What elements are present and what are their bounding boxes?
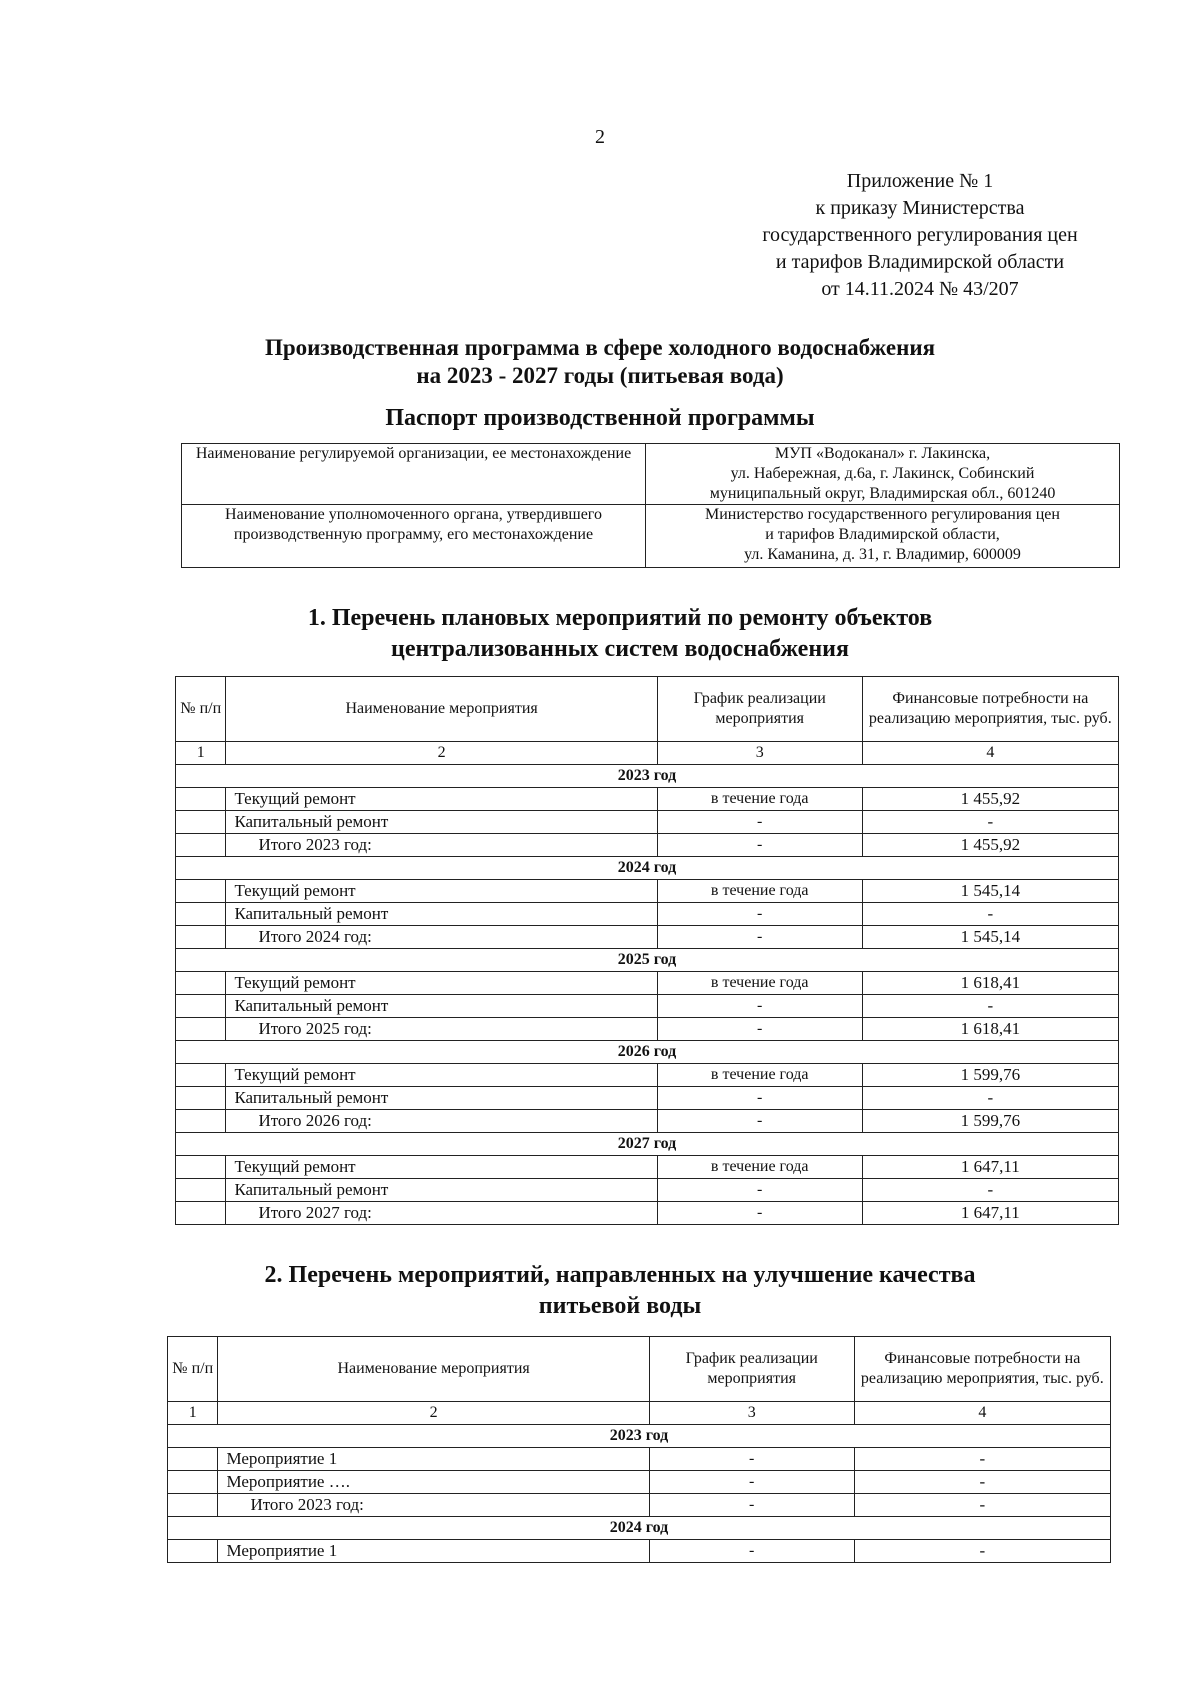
table-row (176, 995, 1119, 1018)
total-schedule: - (657, 1110, 862, 1133)
row-schedule: - (657, 1087, 862, 1110)
total-schedule: - (657, 1202, 862, 1225)
column-number: 4 (854, 1402, 1110, 1425)
table-row (176, 903, 1119, 926)
section1-title (20, 603, 1200, 665)
header-num: № п/п (176, 677, 226, 742)
row-name: Мероприятие 1 (218, 1448, 649, 1471)
table-row (176, 972, 1119, 995)
total-amount: 1 618,41 (862, 1018, 1118, 1041)
passport-table (181, 443, 1120, 568)
row-schedule: в течение года (657, 880, 862, 903)
row-name: Текущий ремонт (226, 1156, 657, 1179)
row-name: Мероприятие …. (218, 1471, 649, 1494)
column-number: 3 (657, 742, 862, 765)
row-name: Капитальный ремонт (226, 1179, 657, 1202)
header-schedule: График реализации мероприятия (657, 677, 862, 742)
year-row (176, 1041, 1119, 1064)
row-num (176, 1110, 226, 1133)
header-num: № п/п (168, 1337, 218, 1402)
passport-value-line: ул. Каманина, д. 31, г. Владимир, 600009 (744, 546, 1021, 563)
year-label: 2026 год (176, 1041, 1119, 1064)
column-number: 2 (218, 1402, 649, 1425)
table-header-row (176, 677, 1119, 742)
row-amount: - (862, 811, 1118, 834)
total-schedule: - (649, 1494, 854, 1517)
section2-title-line: питьевой воды (538, 1293, 702, 1319)
header-finance: Финансовые потребности на реализацию мероприятия, тыс. руб. (862, 677, 1118, 742)
document-title-line: Производственная программа в сфере холодного водоснабжения (264, 335, 936, 360)
row-name: Текущий ремонт (226, 1064, 657, 1087)
row-name: Капитальный ремонт (226, 811, 657, 834)
total-row (176, 1110, 1119, 1133)
total-amount: 1 545,14 (862, 926, 1118, 949)
row-num (168, 1471, 218, 1494)
total-name: Итого 2023 год: (218, 1494, 649, 1517)
year-label: 2023 год (176, 765, 1119, 788)
total-name: Итого 2024 год: (226, 926, 657, 949)
passport-value-line: и тарифов Владимирской области, (765, 526, 1000, 543)
row-name: Капитальный ремонт (226, 1087, 657, 1110)
appendix-line: Приложение № 1 (846, 170, 994, 192)
row-num (176, 834, 226, 857)
table-row (176, 1087, 1119, 1110)
total-amount: 1 455,92 (862, 834, 1118, 857)
passport-label: Наименование уполномоченного органа, утвердившего производственную программу, его местонахождение (182, 505, 646, 568)
appendix-line: и тарифов Владимирской области (775, 251, 1065, 273)
table-header-row (168, 1337, 1111, 1402)
row-amount: - (854, 1471, 1110, 1494)
row-schedule: - (657, 811, 862, 834)
year-row (168, 1517, 1111, 1540)
document-title (0, 334, 1200, 390)
row-num (176, 1179, 226, 1202)
total-row (168, 1494, 1111, 1517)
quality-plan-table (167, 1336, 1111, 1563)
total-amount: 1 647,11 (862, 1202, 1118, 1225)
document-title-line: на 2023 - 2027 годы (питьевая вода) (416, 363, 784, 388)
row-amount: - (862, 1179, 1118, 1202)
year-row (176, 857, 1119, 880)
passport-value-line: муниципальный округ, Владимирская обл., 601240 (709, 485, 1056, 502)
header-name: Наименование мероприятия (226, 677, 657, 742)
table-row (168, 1448, 1111, 1471)
passport-heading-text: Паспорт производственной программы (385, 405, 815, 431)
table-row (176, 1179, 1119, 1202)
total-name: Итого 2027 год: (226, 1202, 657, 1225)
row-amount: - (862, 903, 1118, 926)
passport-value-line: ул. Набережная, д.6а, г. Лакинск, Собинский (730, 465, 1035, 482)
row-num (176, 880, 226, 903)
row-name: Капитальный ремонт (226, 903, 657, 926)
header-name: Наименование мероприятия (218, 1337, 649, 1402)
column-number: 1 (176, 742, 226, 765)
total-schedule: - (657, 1018, 862, 1041)
passport-value-line: Министерство государственного регулирования цен (705, 506, 1060, 523)
row-name: Текущий ремонт (226, 972, 657, 995)
row-num (176, 1156, 226, 1179)
section2-title-line: 2. Перечень мероприятий, направленных на улучшение качества (264, 1262, 976, 1288)
appendix-block (720, 168, 1120, 303)
total-schedule: - (657, 834, 862, 857)
total-name: Итого 2025 год: (226, 1018, 657, 1041)
passport-value (646, 444, 1120, 505)
total-row (176, 926, 1119, 949)
row-num (176, 811, 226, 834)
table-row (168, 1540, 1111, 1563)
row-schedule: - (657, 903, 862, 926)
year-label: 2024 год (168, 1517, 1111, 1540)
year-row (168, 1425, 1111, 1448)
table-row (176, 1064, 1119, 1087)
year-row (176, 765, 1119, 788)
row-num (176, 1064, 226, 1087)
row-num (176, 972, 226, 995)
page-number: 2 (595, 126, 605, 148)
column-number: 2 (226, 742, 657, 765)
appendix-line: от 14.11.2024 № 43/207 (821, 278, 1019, 300)
row-amount: - (854, 1540, 1110, 1563)
row-amount: - (854, 1448, 1110, 1471)
row-num (176, 1018, 226, 1041)
row-amount: 1 545,14 (862, 880, 1118, 903)
section1-title-line: 1. Перечень плановых мероприятий по ремонту объектов (307, 605, 933, 631)
table-row (176, 811, 1119, 834)
column-number: 3 (649, 1402, 854, 1425)
row-schedule: - (649, 1471, 854, 1494)
appendix-line: государственного регулирования цен (762, 224, 1078, 246)
row-num (176, 788, 226, 811)
row-amount: 1 618,41 (862, 972, 1118, 995)
column-number: 1 (168, 1402, 218, 1425)
column-number: 4 (862, 742, 1118, 765)
table-row (176, 788, 1119, 811)
total-row (176, 1202, 1119, 1225)
total-name: Итого 2023 год: (226, 834, 657, 857)
header-finance: Финансовые потребности на реализацию мероприятия, тыс. руб. (854, 1337, 1110, 1402)
row-schedule: в течение года (657, 788, 862, 811)
row-schedule: в течение года (657, 972, 862, 995)
row-num (168, 1494, 218, 1517)
row-schedule: - (649, 1448, 854, 1471)
section1-title-line: централизованных систем водоснабжения (391, 636, 849, 662)
row-schedule: - (657, 995, 862, 1018)
row-num (176, 1087, 226, 1110)
row-name: Капитальный ремонт (226, 995, 657, 1018)
row-schedule: в течение года (657, 1156, 862, 1179)
row-amount: 1 455,92 (862, 788, 1118, 811)
table-row (176, 880, 1119, 903)
year-label: 2027 год (176, 1133, 1119, 1156)
row-name: Мероприятие 1 (218, 1540, 649, 1563)
passport-value-line: МУП «Водоканал» г. Лакинска, (774, 445, 991, 462)
row-amount: - (862, 995, 1118, 1018)
column-number-row (176, 742, 1119, 765)
table-row (176, 1156, 1119, 1179)
year-label: 2024 год (176, 857, 1119, 880)
row-num (176, 903, 226, 926)
appendix-line: к приказу Министерства (815, 197, 1025, 219)
row-name: Текущий ремонт (226, 788, 657, 811)
row-num (168, 1540, 218, 1563)
table-row (168, 1471, 1111, 1494)
year-row (176, 1133, 1119, 1156)
header-schedule: График реализации мероприятия (649, 1337, 854, 1402)
row-schedule: в течение года (657, 1064, 862, 1087)
year-row (176, 949, 1119, 972)
column-number-row (168, 1402, 1111, 1425)
total-amount: - (854, 1494, 1110, 1517)
total-name: Итого 2026 год: (226, 1110, 657, 1133)
total-row (176, 834, 1119, 857)
row-num (176, 926, 226, 949)
row-amount: - (862, 1087, 1118, 1110)
row-schedule: - (649, 1540, 854, 1563)
row-name: Текущий ремонт (226, 880, 657, 903)
row-schedule: - (657, 1179, 862, 1202)
section2-title (20, 1260, 1200, 1322)
total-row (176, 1018, 1119, 1041)
row-amount: 1 599,76 (862, 1064, 1118, 1087)
row-amount: 1 647,11 (862, 1156, 1118, 1179)
passport-value (646, 505, 1120, 568)
total-amount: 1 599,76 (862, 1110, 1118, 1133)
repair-plan-table (175, 676, 1119, 1225)
passport-label: Наименование регулируемой организации, ее местонахождение (182, 444, 646, 505)
passport-heading (0, 404, 1200, 432)
year-label: 2023 год (168, 1425, 1111, 1448)
year-label: 2025 год (176, 949, 1119, 972)
row-num (176, 995, 226, 1018)
row-num (176, 1202, 226, 1225)
passport-row (182, 444, 1120, 505)
row-num (168, 1448, 218, 1471)
total-schedule: - (657, 926, 862, 949)
passport-row (182, 505, 1120, 568)
